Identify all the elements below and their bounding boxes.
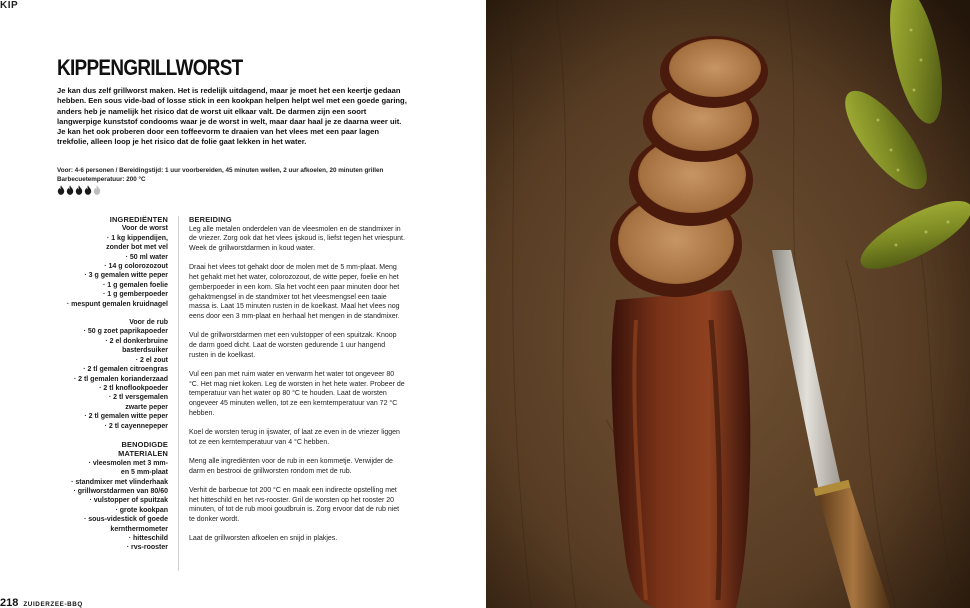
servings-time: Voor: 4-6 personen / Bereidingstijd: 1 uur voorbereiden, 45 minuten wellen, 2 uur afkoelen, 20 minuten grillen: [57, 167, 384, 174]
ingredient-item: · 50 ml water: [125, 253, 168, 261]
ingredient-item: · 2 tl versgemalen: [108, 394, 168, 402]
method-steps: [189, 225, 405, 544]
rub-subheading: Voor de rub: [129, 319, 168, 327]
ingredient-item: · 2 tl knoflookpoeder: [99, 384, 168, 392]
method-step: Draai het vlees tot gehakt door de molen met de 5 mm-plaat. Meng het gehakt met het water, colorozozout, de witte peper, foelie en het gemberpoeder in een kom. Sla het vocht een paar minuten door het gehaktmengsel in de standmixer tot het vleesmengsel een taaie massa is. Laat 15 minuten rusten in de koelkast. Maal het vlees nog eens door een 3 mm-plaat en herhaal het mengen in de standmixer.: [189, 264, 400, 320]
sausage-subheading: Voor de worst: [121, 225, 168, 233]
recipe-meta: [57, 167, 417, 184]
material-item: · standmixer met vlinderhaak: [71, 478, 168, 486]
materials-heading-2: MATERIALEN: [118, 449, 168, 459]
flame-icon: [75, 185, 83, 195]
column-divider: [178, 216, 179, 571]
material-item: · hitteschild: [128, 535, 168, 542]
ingredient-item: · 1 g gemalen foelie: [103, 281, 168, 289]
ingredient-item: · 1 kg kippendijen,: [106, 234, 168, 242]
bbq-temperature: Barbecuetemperatuur: 200 °C: [57, 175, 146, 183]
ingredient-item: basterdsuiker: [122, 347, 168, 355]
material-item: · grillworstdarmen van 80/60: [73, 487, 168, 495]
ingredient-item: · 50 g zoet paprikapoeder: [83, 328, 168, 336]
method-step: Verhit de barbecue tot 200 °C en maak een indirecte opstelling met het hitteschild en het rvs-rooster. Gril de worsten op het rooster 20 minuten, of tot de rub mooi goudbruin is. Zorg ervoor dat de rub niet te donker wordt.: [189, 487, 400, 524]
material-item: kernthermometer: [110, 525, 168, 533]
flame-icon: [57, 185, 65, 195]
section-tab: KIP: [0, 0, 19, 11]
flame-icon: [93, 185, 101, 195]
method-column: [189, 215, 405, 554]
material-item: en 5 mm-plaat: [120, 469, 168, 477]
method-heading: BEREIDING: [189, 215, 232, 224]
recipe-title: KIPPENGRILLWORST: [57, 55, 243, 80]
method-step: Vul een pan met ruim water en verwarm het water tot ongeveer 80 °C. Het mag niet koken. Leg de worsten in het hete water. Probeer de temperatuur van het water op 80 °C te houden. Laat de worsten ongeveer 45 minuten wellen, tot ze een kerntemperatuur van 72 °C hebben.: [189, 370, 405, 417]
rub-ingredient-list: [40, 327, 168, 430]
method-step: Meng alle ingrediënten voor de rub in een kommetje. Verwijder de darm en bestrooi de grillworsten rondom met de rub.: [189, 458, 393, 475]
sausage-ingredient-list: [40, 234, 168, 309]
ingredients-column: [40, 215, 168, 553]
materials-list: [40, 459, 168, 553]
ingredient-item: · 2 el zout: [135, 356, 168, 364]
materials-heading-1: BENODIGDE: [121, 439, 168, 449]
ingredient-item: · mespunt gemalen kruidnagel: [66, 300, 168, 308]
ingredient-item: · 2 el donkerbruine: [105, 337, 168, 345]
sausage-photo: [486, 0, 970, 608]
method-step: Leg alle metalen onderdelen van de vleesmolen en de standmixer in de vriezer. Zorg ook dat het vlees ijskoud is, liefst tegen het vriespunt. Week de grillworstdarmen in koud water.: [189, 225, 405, 253]
ingredient-item: · 2 tl gemalen citroengras: [83, 366, 168, 374]
difficulty-flames: [57, 185, 101, 195]
page-number: 218: [0, 597, 19, 608]
material-item: · vleesmolen met 3 mm-: [88, 459, 168, 467]
recipe-intro: Je kan dus zelf grillworst maken. Het is redelijk uitdagend, maar je moet het een keertje gedaan hebben. Een sous vide-bad of losse stick in een kookpan helpen helpt wel met een goede garing, anders heb je namelijk het risico dat de worst uit elkaar valt. De darmen zijn een soort langwerpige kunststof condooms waar je de worst in welt, maar daar haal je ze daarna weer uit. Je kan het ook proberen door een toffeevorm te draaien van het vlees met een paar lagen trekfolie, alleen loop je het risico dat de folie gaat lekken in het water.: [57, 86, 407, 147]
ingredient-item: · 3 g gemalen witte peper: [84, 272, 168, 280]
method-step: Laat de grillworsten afkoelen en snijd in plakjes.: [189, 535, 338, 543]
ingredient-item: · 2 tl gemalen korianderzaad: [73, 375, 168, 383]
flame-icon: [66, 185, 74, 195]
ingredient-item: · 14 g colorozozout: [104, 263, 168, 271]
material-item: · vulstopper of spuitzak: [89, 497, 168, 505]
material-item: · grote kookpan: [115, 506, 168, 514]
method-step: Vul de grillworstdarmen met een vulstopper of een spuitzak. Knoop de darm goed dicht. Laat de worsten gedurende 1 uur hangend rusten in de koelkast.: [189, 332, 397, 359]
ingredient-item: · 2 tl gemalen witte peper: [84, 413, 168, 421]
method-step: Koel de worsten terug in ijswater, of laat ze even in de vriezer liggen tot ze een kerntemperatuur van 4 °C hebben.: [189, 429, 400, 446]
sausage-log: [611, 290, 750, 608]
ingredient-item: zonder bot met vel: [106, 244, 168, 252]
page-footer: [0, 597, 83, 608]
ingredient-item: zwarte peper: [125, 403, 168, 411]
flame-icon: [84, 185, 92, 195]
publisher-name: ZUIDERZEE-BBQ: [23, 601, 83, 608]
ingredient-item: · 1 g gemberpoeder: [103, 291, 168, 299]
ingredients-heading: INGREDIËNTEN: [109, 215, 168, 224]
ingredient-item: · 2 tl cayennepeper: [104, 422, 168, 430]
material-item: · sous-videstick of goede: [83, 516, 168, 524]
material-item: · rvs-rooster: [126, 544, 168, 552]
